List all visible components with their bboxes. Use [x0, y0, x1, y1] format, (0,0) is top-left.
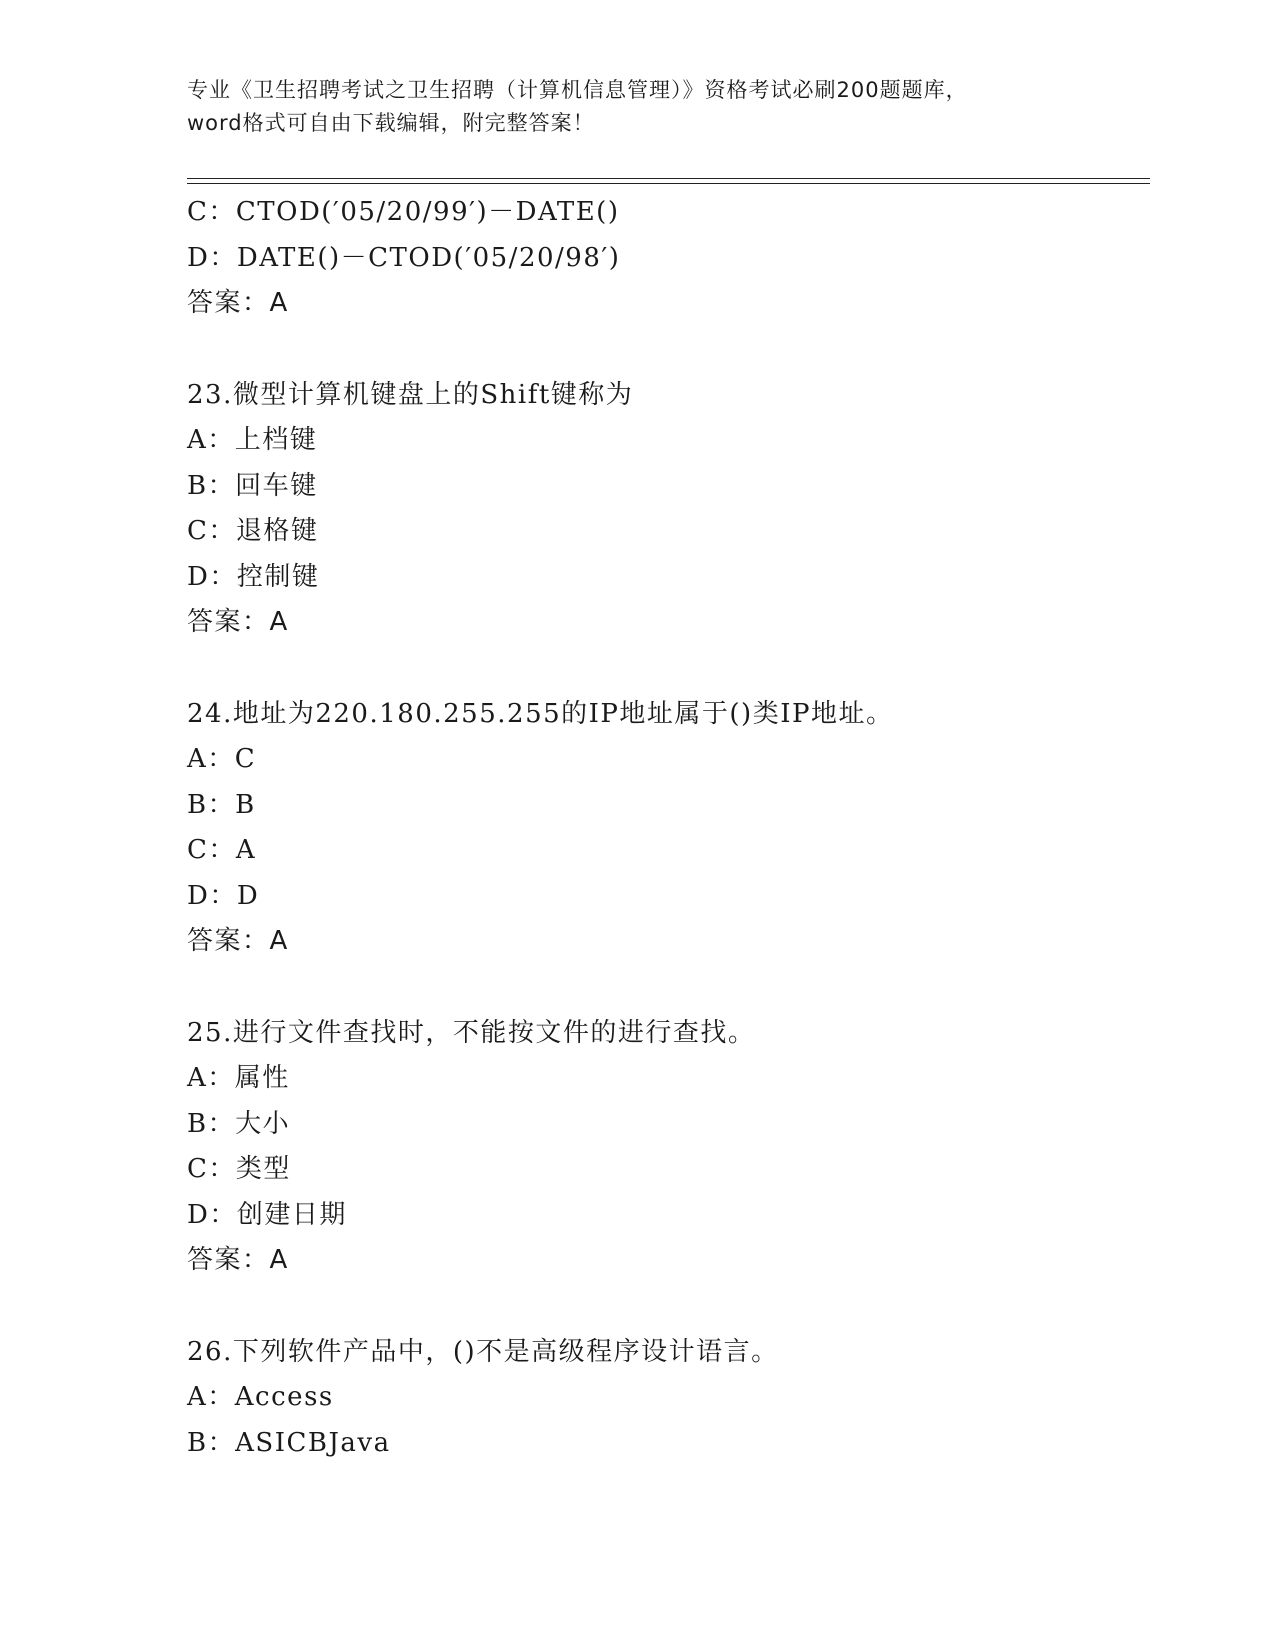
question-26 [187, 1330, 1150, 1467]
document-header [187, 74, 1087, 140]
answer: 答案：A [187, 288, 289, 318]
spacer [187, 965, 1150, 1011]
option-a: A：属性 [187, 1063, 290, 1093]
option-c: C：退格键 [187, 516, 319, 546]
option-a: A：C [187, 744, 257, 774]
question-text: 24.地址为220.180.255.255的IP地址属于()类IP地址。 [187, 698, 894, 729]
option-d: D：D [187, 880, 260, 911]
answer: 答案：A [187, 926, 289, 956]
spacer [187, 646, 1150, 692]
option-a: A：Access [187, 1382, 334, 1412]
question-text: 23.微型计算机键盘上的Shift键称为 [187, 379, 634, 410]
question-23 [187, 373, 1150, 646]
option-c: C：类型 [187, 1154, 291, 1184]
question-24 [187, 692, 1150, 965]
header-line-1: 专业《卫生招聘考试之卫生招聘（计算机信息管理）》资格考试必刷200题题库， [187, 78, 968, 102]
header-line-2: word格式可自由下载编辑，附完整答案！ [187, 111, 595, 135]
option-b: B：ASICBJava [187, 1427, 391, 1458]
question-25 [187, 1011, 1150, 1284]
option-b: B：回车键 [187, 470, 318, 501]
option-d: D：DATE()－CTOD(′05/20/98′) [187, 242, 621, 273]
question-22-tail [187, 190, 1150, 327]
answer: 答案：A [187, 1245, 289, 1275]
spacer [187, 327, 1150, 373]
question-text: 25.进行文件查找时，不能按文件的进行查找。 [187, 1017, 756, 1048]
header-divider-top [187, 178, 1150, 179]
answer: 答案：A [187, 607, 289, 637]
question-list [187, 190, 1150, 1466]
option-b: B：B [187, 789, 256, 820]
header-divider-bottom [187, 183, 1150, 184]
option-c: C：CTOD(′05/20/99′)－DATE() [187, 197, 620, 227]
option-c: C：A [187, 835, 257, 865]
option-d: D：控制键 [187, 561, 320, 592]
option-b: B：大小 [187, 1108, 291, 1139]
question-text: 26.下列软件产品中，()不是高级程序设计语言。 [187, 1336, 779, 1367]
option-a: A：上档键 [187, 425, 318, 455]
spacer [187, 1284, 1150, 1330]
option-d: D：创建日期 [187, 1199, 347, 1230]
